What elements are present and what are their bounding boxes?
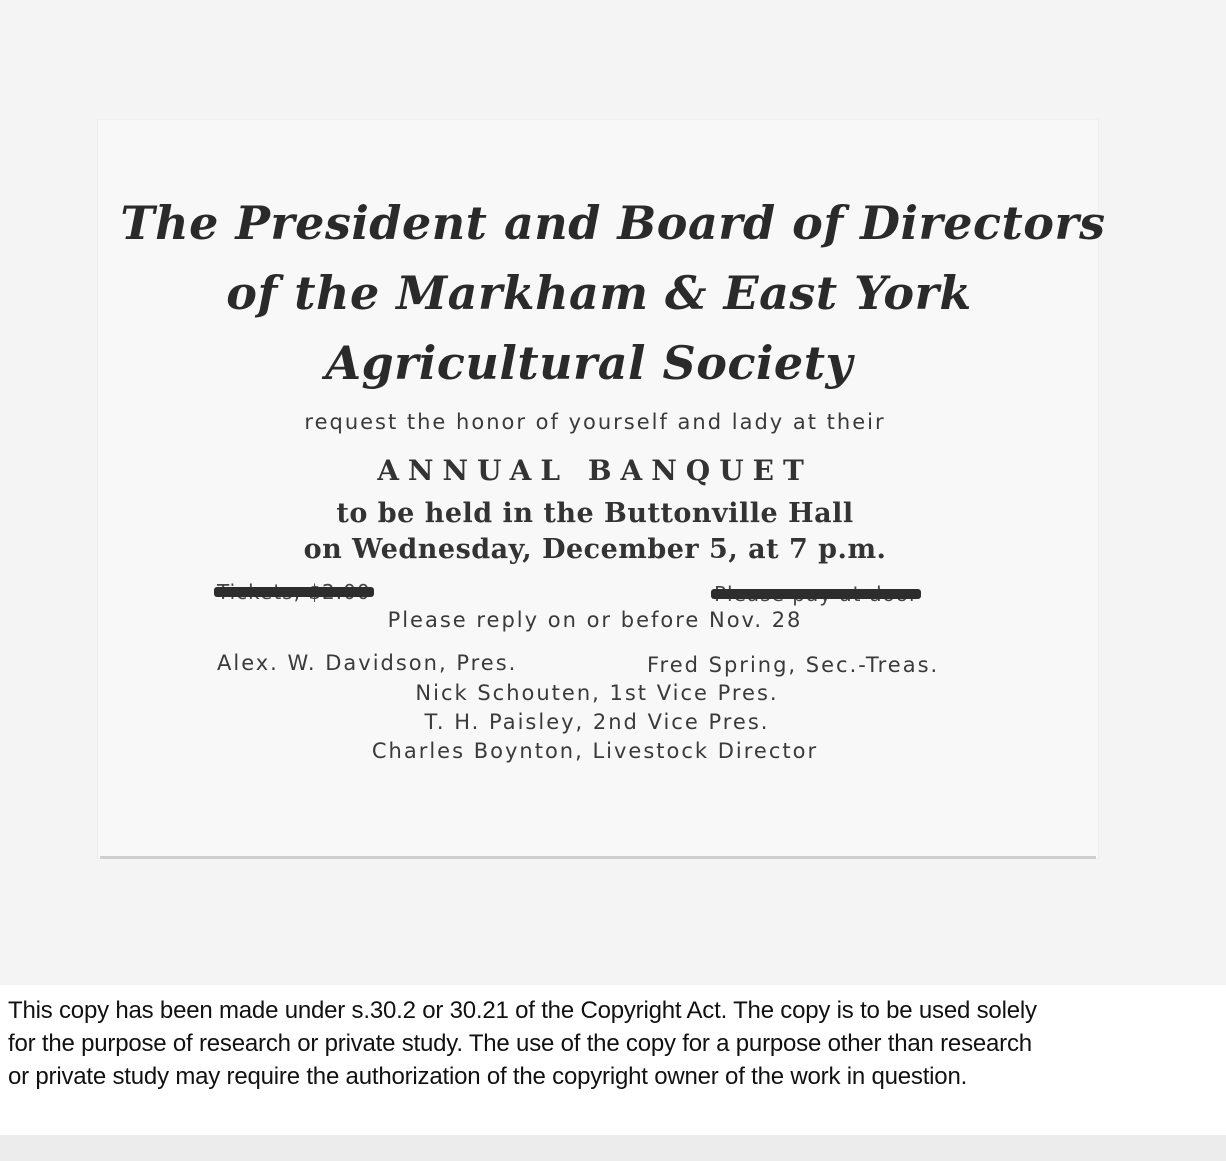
heading-line-2: of the Markham & East York xyxy=(226,266,972,320)
officer-vice-1: Nick Schouten, 1st Vice Pres. xyxy=(415,681,779,705)
officer-livestock: Charles Boynton, Livestock Director xyxy=(371,739,819,763)
card-bottom-edge xyxy=(100,856,1096,859)
officer-vice-2: T. H. Paisley, 2nd Vice Pres. xyxy=(424,710,770,734)
copyright-notice xyxy=(8,994,1223,1093)
heading-line-3: Agricultural Society xyxy=(325,336,853,390)
reply-line: Please reply on or before Nov. 28 xyxy=(387,608,803,632)
copyright-line-2: for the purpose of research or private study. The use of the copy for a purpose other than research xyxy=(8,1030,1032,1057)
copyright-line-1: This copy has been made under s.30.2 or 30.21 of the Copyright Act. The copy is to be used solely xyxy=(8,997,1037,1024)
request-line: request the honor of yourself and lady at their xyxy=(304,410,886,434)
copyright-line-3: or private study may require the authorization of the copyright owner of the work in question. xyxy=(8,1063,968,1090)
struck-pay-note xyxy=(714,582,918,606)
officer-secretary: Fred Spring, Sec.-Treas. xyxy=(647,653,940,677)
date-line: on Wednesday, December 5, at 7 p.m. xyxy=(303,534,887,565)
event-name: ANNUAL BANQUET xyxy=(377,454,813,487)
struck-ticket-price xyxy=(217,580,371,604)
strikethrough-mark xyxy=(214,587,374,597)
venue-line: to be held in the Buttonville Hall xyxy=(336,498,854,529)
strikethrough-mark xyxy=(711,589,921,599)
officer-president: Alex. W. Davidson, Pres. xyxy=(217,651,518,675)
bottom-margin xyxy=(0,1135,1226,1161)
heading-line-1: The President and Board of Directors xyxy=(120,196,1106,250)
